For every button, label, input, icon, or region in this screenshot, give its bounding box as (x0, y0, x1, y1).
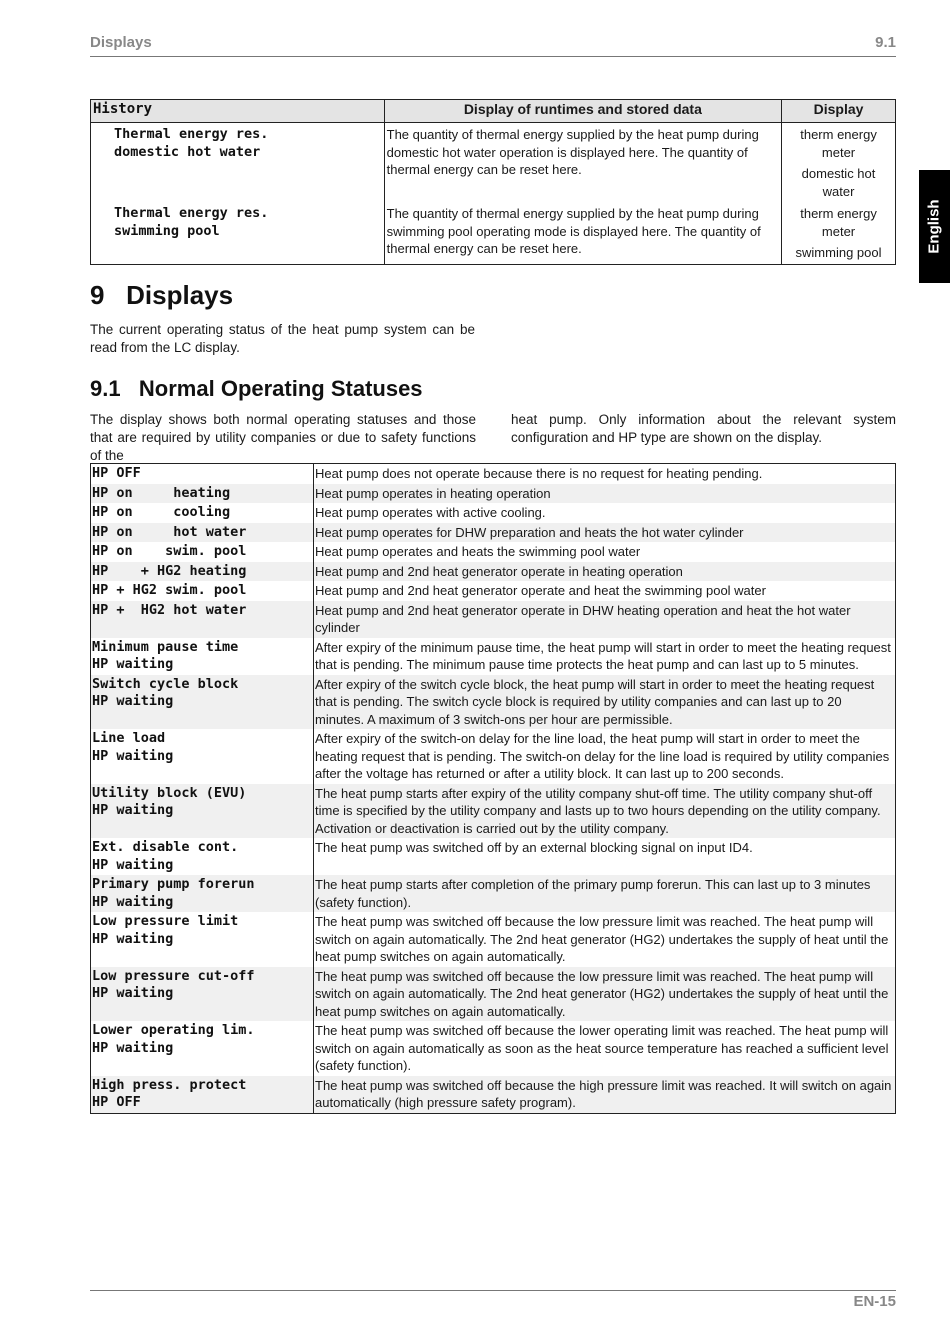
status-row (91, 1021, 896, 1076)
history-display: therm energy meter swimming pool (782, 202, 896, 264)
status-row (91, 784, 896, 839)
status-description: The heat pump was switched off by an external blocking signal on input ID4. (314, 838, 896, 875)
page-number: EN-15 (853, 1293, 896, 1310)
header-rule (90, 56, 896, 57)
history-col-description: Display of runtimes and stored data (384, 100, 781, 123)
body-text-left: The display shows both normal operating statuses and those that are required by utility companies or due to safety functions of the (90, 412, 476, 463)
history-row (91, 202, 896, 264)
status-row (91, 562, 896, 582)
status-description: After expiry of the minimum pause time, the heat pump will start in order to meet the heating request that is pending. The minimum pause time protects the heat pump and can last up to 5 minutes. (314, 638, 896, 675)
history-col-display: Display (782, 100, 896, 123)
status-description: The heat pump starts after completion of the primary pump forerun. This can last up to 3 minutes (safety function). (314, 875, 896, 912)
history-lcd-text: Thermal energy res. domestic hot water (91, 123, 385, 203)
status-description: Heat pump operates and heats the swimming pool water (314, 542, 896, 562)
history-header-row (91, 100, 896, 123)
status-lcd-text: HP + HG2 hot water (91, 601, 314, 638)
status-lcd-text: HP on cooling (91, 503, 314, 523)
status-lcd-text: HP on swim. pool (91, 542, 314, 562)
history-description: The quantity of thermal energy supplied by the heat pump during swimming pool operating mode is displayed here. The quantity of thermal energy can be reset here. (384, 202, 781, 264)
status-description: Heat pump and 2nd heat generator operate in DHW heating operation and heat the hot water cylinder (314, 601, 896, 638)
status-description: The heat pump was switched off because the lower operating limit was reached. The heat pump will switch on again automatically as soon as the heat source temperature has reached a sufficient level (safety function). (314, 1021, 896, 1076)
status-lcd-text: Ext. disable cont. HP waiting (91, 838, 314, 875)
status-table (90, 463, 896, 1114)
running-header-section: 9.1 (875, 34, 896, 51)
status-row (91, 1076, 896, 1114)
status-row (91, 542, 896, 562)
status-description: The heat pump was switched off because the low pressure limit was reached. The heat pump will switch on again automatically. The 2nd heat generator (HG2) undertakes the supply of heat until the heat pump switches on again automatically. (314, 967, 896, 1022)
status-lcd-text: High press. protect HP OFF (91, 1076, 314, 1114)
status-lcd-text: HP on hot water (91, 523, 314, 543)
status-row (91, 912, 896, 967)
status-lcd-text: HP + HG2 swim. pool (91, 581, 314, 601)
status-lcd-text: Line load HP waiting (91, 729, 314, 784)
status-row (91, 601, 896, 638)
status-description: The heat pump was switched off because the low pressure limit was reached. The heat pump will switch on again automatically. The 2nd heat generator (HG2) undertakes the supply of heat until the heat pump switches on again automatically. (314, 912, 896, 967)
language-tab (919, 170, 950, 283)
status-lcd-text: Utility block (EVU) HP waiting (91, 784, 314, 839)
status-lcd-text: HP OFF (91, 464, 314, 484)
status-description: Heat pump operates for DHW preparation and heats the hot water cylinder (314, 523, 896, 543)
status-description: Heat pump operates in heating operation (314, 484, 896, 504)
status-description: Heat pump does not operate because there is no request for heating pending. (314, 464, 896, 484)
status-description: The heat pump starts after expiry of the utility company shut-off time. The utility company shut-off time is specified by the utility company and lasts up to two hours depending on the utility company. Activation or deactivation is carried out by the utility company. (314, 784, 896, 839)
status-description: Heat pump and 2nd heat generator operate and heat the swimming pool water (314, 581, 896, 601)
status-row (91, 838, 896, 875)
body-text-right: heat pump. Only information about the relevant system configuration and HP type are shown on the display. (511, 412, 896, 445)
status-description: The heat pump was switched off because the high pressure limit was reached. It will switch on again automatically (high pressure safety program). (314, 1076, 896, 1114)
status-description: Heat pump operates with active cooling. (314, 503, 896, 523)
section-intro: The current operating status of the heat pump system can be read from the LC display. (90, 322, 475, 355)
history-display: therm energy meter domestic hot water (782, 123, 896, 203)
status-row (91, 875, 896, 912)
status-lcd-text: HP on heating (91, 484, 314, 504)
history-col-lcd: History (91, 100, 385, 123)
history-row (91, 123, 896, 203)
status-row (91, 503, 896, 523)
status-lcd-text: HP + HG2 heating (91, 562, 314, 582)
status-row (91, 581, 896, 601)
status-lcd-text: Primary pump forerun HP waiting (91, 875, 314, 912)
subsection-heading: 9.1 Normal Operating Statuses (90, 376, 423, 401)
language-tab-label: English (926, 199, 944, 254)
status-description: After expiry of the switch cycle block, the heat pump will start in order to meet the heating request that is pending. The switch cycle block is required by utility companies and can last up to 20 minutes. A maximum of 3 switch-ons per hour are permissible. (314, 675, 896, 730)
status-row (91, 484, 896, 504)
status-lcd-text: Low pressure limit HP waiting (91, 912, 314, 967)
status-lcd-text: Switch cycle block HP waiting (91, 675, 314, 730)
status-row (91, 464, 896, 484)
status-row (91, 967, 896, 1022)
history-table (90, 99, 896, 265)
status-row (91, 675, 896, 730)
running-header-title: Displays (90, 34, 152, 51)
status-row (91, 729, 896, 784)
history-lcd-text: Thermal energy res. swimming pool (91, 202, 385, 264)
section-heading: 9 Displays (90, 280, 234, 310)
status-description: Heat pump and 2nd heat generator operate in heating operation (314, 562, 896, 582)
status-row (91, 523, 896, 543)
footer-rule (90, 1290, 896, 1291)
status-row (91, 638, 896, 675)
history-description: The quantity of thermal energy supplied by the heat pump during domestic hot water operation is displayed here. The quantity of thermal energy can be reset here. (384, 123, 781, 203)
status-lcd-text: Minimum pause time HP waiting (91, 638, 314, 675)
status-lcd-text: Low pressure cut-off HP waiting (91, 967, 314, 1022)
status-lcd-text: Lower operating lim. HP waiting (91, 1021, 314, 1076)
status-description: After expiry of the switch-on delay for the line load, the heat pump will start in order to meet the heating request that is pending. The switch-on delay for the line load is required by utility companies after the voltage has returned or after a utility block. It can last up to 200 seconds. (314, 729, 896, 784)
